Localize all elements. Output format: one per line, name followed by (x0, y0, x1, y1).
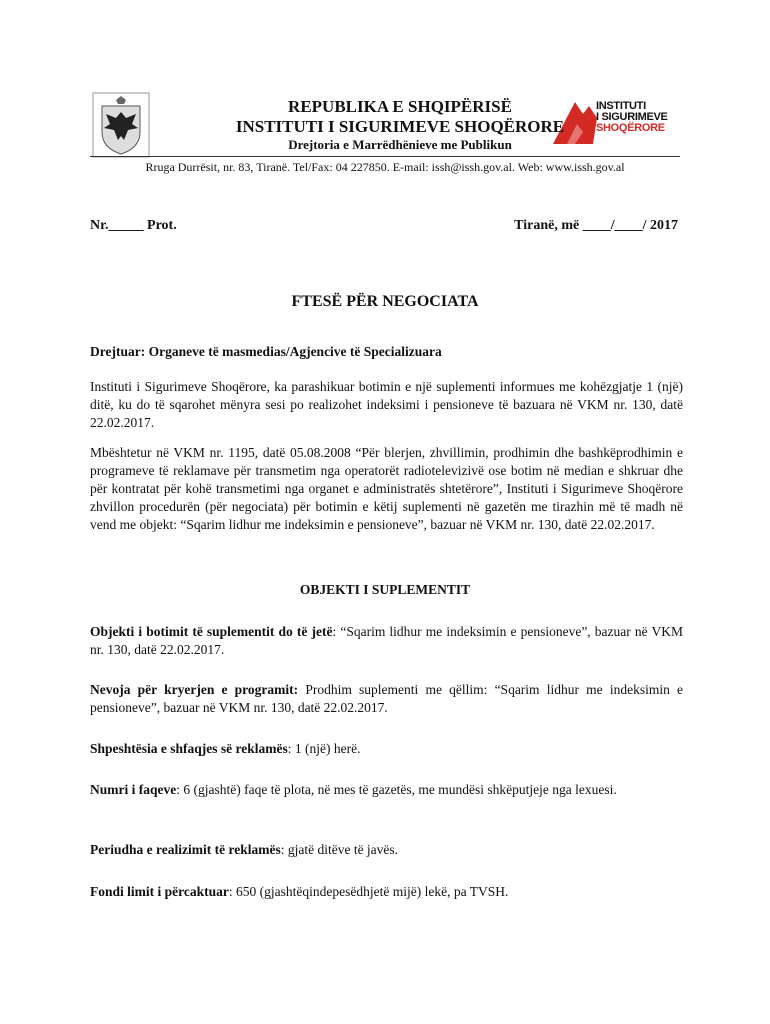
item-label: Shpeshtësia e shfaqjes së reklamës (90, 741, 288, 756)
header-address: Rruga Durrësit, nr. 83, Tiranë. Tel/Fax: 04 227850. E-mail: issh@issh.gov.al. Web: www.issh.gov.al (145, 160, 625, 174)
recipient-text: Drejtuar: Organeve të masmedias/Agjencive të Specializuara (90, 344, 442, 359)
paragraph-legal-basis: Mbështetur në VKM nr. 1195, datë 05.08.2008 “Për blerjen, zhvillimin, prodhimin dhe bashkëprodhimin e programeve të reklamave për transmetim nga operatorët radiotelevizivë ose botim në median e shkruar dhe për kontratat për kohë transmetimi nga organet e administratës shtetërore”, Instituti i Sigurimeve Shoqërore zhvillon procedurën (për negociata) për botimin e këtij suplementi në gazetën me tirazhin më të madh në vend me objekt: “Sqarim lidhur me indeksimin e pensioneve”, bazuar në VKM nr. 130, datë 22.02.2017. (90, 445, 683, 532)
item-period: Periudha e realizimit të reklamës: gjatë ditëve të javës. (90, 842, 399, 857)
logo-line-3: SHOQËRORE (596, 122, 665, 134)
section-title: OBJEKTI I SUPLEMENTIT (299, 582, 471, 597)
item-label: Numri i faqeve (90, 782, 177, 797)
item-fund: Fondi limit i përcaktuar: 650 (gjashtëqindepesëdhjetë mijë) lekë, pa TVSH. (90, 884, 509, 899)
item-label: Objekti i botimit të suplementit do të jetë (90, 624, 333, 639)
item-pages: Numri i faqeve: 6 (gjashtë) faqe të plota, në mes të gazetës, me mundësi shkëputjeje nga lexuesi. (90, 782, 617, 797)
item-frequency: Shpeshtësia e shfaqjes së reklamës: 1 (një) herë. (90, 741, 361, 756)
albania-emblem-icon (92, 92, 150, 158)
item-label: Periudha e realizimit të reklamës (90, 842, 281, 857)
header-institute: INSTITUTI I SIGURIMEVE SHOQËRORE (235, 117, 565, 136)
logo-line-2: I SIGURIMEVE (596, 111, 668, 123)
protocol-number: Nr._____ Prot. (90, 218, 177, 233)
item-label: Nevoja për kryerjen e programit: (90, 682, 299, 697)
header-directorate: Drejtoria e Marrëdhënieve me Publikun (288, 137, 512, 152)
logo-line-1: INSTITUTI (596, 100, 646, 112)
item-label: Fondi limit i përcaktuar (90, 884, 229, 899)
item-text: 650 (gjashtëqindepesëdhjetë mijë) lekë, pa TVSH. (236, 884, 509, 899)
item-need (90, 681, 683, 717)
item-object: Objekti i botimit të suplementit do të jetë: “Sqarim lidhur me indeksimin e pensioneve”, bazuar në VKM nr. 130, datë 22.02.2017. (90, 624, 683, 657)
paragraph-intro: Instituti i Sigurimeve Shoqërore, ka parashikuar botimin e një suplementi informues me kohëzgjatje 1 (një) ditë, ku do të sqarohet mënyra sesi po realizohet indeksimi i pensioneve të bazuara në VKM nr. 130, datë 22.02.2017. (90, 379, 683, 430)
item-text: gjatë ditëve të javës. (287, 842, 399, 857)
document-title: FTESË PËR NEGOCIATA (291, 293, 479, 310)
header-divider (90, 156, 680, 157)
item-text: “Sqarim lidhur me indeksimin e pensioneve”, bazuar në VKM nr. 130, datë 22.02.2017. (90, 624, 683, 657)
document-date: Tiranë, më ____/____/ 2017 (514, 218, 678, 233)
header-republic: REPUBLIKA E SHQIPËRISË (288, 97, 512, 116)
item-text: Prodhim suplementi me qëllim: “Sqarim lidhur me indeksimin e pensioneve”, bazuar në VKM nr. 130, datë 22.02.2017. (90, 682, 684, 715)
item-text: 6 (gjashtë) faqe të plota, në mes të gazetës, me mundësi shkëputjeje nga lexuesi. (183, 782, 617, 797)
item-text: 1 (një) herë. (294, 741, 361, 756)
recipient-line (90, 343, 683, 361)
